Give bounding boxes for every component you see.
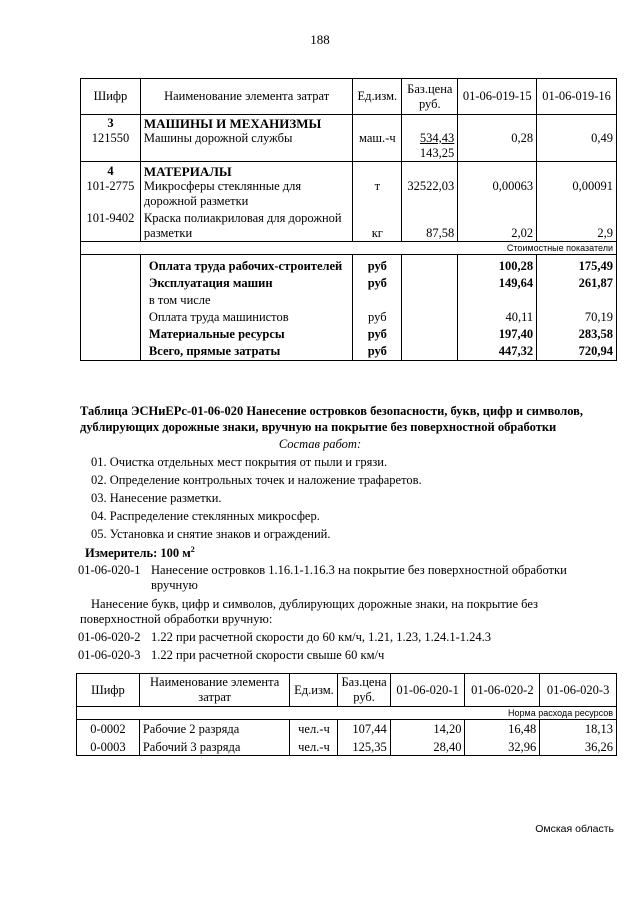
row-code: 0-0002: [90, 722, 126, 736]
row-value-1: 0,28: [458, 115, 537, 162]
row-unit: т: [374, 179, 381, 193]
summary-value-2: 720,94: [578, 344, 613, 358]
row-price: 87,58: [426, 226, 455, 240]
table-row: [81, 115, 617, 162]
summary-unit: руб: [367, 276, 387, 290]
work-step: 03. Нанесение разметки.: [91, 491, 222, 505]
row-code: 101-9402: [86, 211, 135, 225]
header-unit: Ед.изм.: [353, 79, 402, 115]
header-col-3: 01-06-020-3: [540, 674, 617, 707]
header-price: Баз.цена: [341, 675, 387, 689]
row-value-2: 0,00091: [572, 179, 613, 193]
table-title-line-2: дублирующих дорожные знаки, вручную на покрытие без поверхностной обработки: [80, 420, 557, 434]
row-price: 107,44: [352, 722, 387, 736]
summary-value-1: 149,64: [498, 276, 534, 290]
item-code: 01-06-020-1: [78, 563, 141, 577]
item-text: Нанесение островков 1.16.1-1.16.3 на покрытие без поверхностной обработки: [151, 563, 567, 577]
header-code: Шифр: [81, 79, 141, 115]
summary-unit: руб: [368, 310, 387, 324]
header-col-1: 01-06-019-15: [458, 79, 537, 115]
summary-label: Эксплуатация машин: [148, 276, 273, 290]
summary-value-1: 100,28: [498, 259, 534, 273]
summary-label: в том числе: [148, 293, 211, 307]
row-name: Рабочий 3 разряда: [142, 740, 241, 754]
header-name: Наименование элемента затрат: [140, 79, 352, 115]
header-col-2: 01-06-019-16: [537, 79, 617, 115]
summary-value-1: [461, 292, 533, 309]
summary-block: [81, 255, 617, 361]
row-value-2: 2,9: [597, 226, 613, 240]
item-code: 01-06-020-3: [78, 648, 141, 662]
row-code: 0-0003: [90, 740, 126, 754]
table-row: [81, 162, 617, 242]
row-unit: чел.-ч: [298, 722, 330, 736]
row-name: Микросферы стеклянные для: [143, 179, 302, 193]
header-unit: Ед.изм.: [290, 674, 338, 707]
cost-indicators-label: Стоимостные показатели: [81, 242, 617, 255]
row-name: Машины дорожной службы: [143, 131, 293, 145]
row-name: Рабочие 2 разряда: [142, 722, 240, 736]
header-col-1: 01-06-020-1: [390, 674, 465, 707]
resource-table-2: [76, 673, 617, 756]
work-step: 05. Установка и снятие знаков и ограждений.: [91, 527, 331, 541]
summary-value-2: 261,87: [578, 276, 613, 290]
row-value-3: 36,26: [584, 740, 613, 754]
paragraph: Нанесение букв, цифр и символов, дублирующих дорожные знаки, на покрытие без: [91, 597, 538, 611]
composition-heading: Состав работ:: [278, 437, 362, 451]
section-number: 4: [107, 164, 114, 178]
row-name: Краска полиакриловая для дорожной: [143, 211, 342, 225]
item-text: 1.22 при расчетной скорости свыше 60 км/ч: [151, 648, 385, 662]
work-step: 02. Определение контрольных точек и наложение трафаретов.: [91, 473, 422, 487]
row-unit: маш.-ч: [353, 115, 402, 162]
summary-label: Всего, прямые затраты: [148, 344, 281, 358]
summary-unit: руб: [367, 327, 387, 341]
summary-value-2: 283,58: [578, 327, 613, 341]
row-value-2: 32,96: [508, 740, 537, 754]
summary-value-1: 197,40: [498, 327, 534, 341]
row-value-3: 18,13: [584, 722, 613, 736]
row-value-1: 0,00063: [492, 179, 534, 193]
summary-unit: [356, 292, 398, 309]
paragraph-cont: поверхностной обработки вручную:: [80, 612, 273, 626]
summary-label: Оплата труда машинистов: [148, 310, 289, 324]
table-row: [77, 720, 617, 756]
row-value-2: 16,48: [508, 722, 537, 736]
summary-value-2: 70,19: [584, 310, 613, 324]
row-value-1: 28,40: [433, 740, 462, 754]
norm-label: Норма расхода ресурсов: [77, 707, 617, 720]
header-col-2: 01-06-020-2: [465, 674, 540, 707]
summary-value-1: 447,32: [498, 344, 534, 358]
item-text: 1.22 при расчетной скорости до 60 км/ч, 1.21, 1.23, 1.24.1-1.24.3: [151, 630, 492, 644]
item-text-cont: вручную: [151, 578, 198, 592]
header-name: Наименование элемента: [150, 675, 280, 689]
summary-value-1: 40,11: [505, 310, 534, 324]
row-code: 101-2775: [86, 179, 135, 193]
work-step: 01. Очистка отдельных мест покрытия от пыли и грязи.: [91, 455, 388, 469]
row-price: 32522,03: [407, 179, 455, 193]
footer-region: Омская область: [535, 823, 614, 835]
summary-label: Материальные ресурсы: [148, 327, 285, 341]
section-title: МАШИНЫ И МЕХАНИЗМЫ: [143, 116, 322, 131]
row-price-secondary: 143,25: [419, 146, 455, 160]
summary-unit: руб: [367, 344, 387, 358]
summary-value-2: 175,49: [578, 259, 613, 273]
header-price: Баз.цена руб.: [402, 79, 458, 115]
summary-label: Оплата труда рабочих-строителей: [148, 259, 343, 273]
section-number: 3: [107, 116, 114, 130]
resource-table-1: [80, 78, 617, 361]
row-value-2: 0,49: [537, 115, 617, 162]
row-price: 125,35: [352, 740, 387, 754]
work-step: 04. Распределение стеклянных микросфер.: [91, 509, 320, 523]
row-unit: чел.-ч: [298, 740, 330, 754]
row-code: 121550: [91, 131, 130, 145]
measure-unit: Измеритель: 100 $м^2$: [85, 545, 195, 561]
row-name-cont: дорожной разметки: [143, 194, 249, 208]
table-title-line-1: Таблица ЭСНиЕРс-01-06-020 Нанесение островков безопасности, букв, цифр и символов,: [80, 404, 584, 418]
row-name-cont: разметки: [143, 226, 193, 240]
header-price-cont: руб.: [353, 690, 375, 704]
summary-unit: руб: [367, 259, 387, 273]
header-code: Шифр: [77, 674, 140, 707]
row-unit: кг: [371, 226, 383, 240]
row-price: 534,43: [419, 131, 455, 145]
item-code: 01-06-020-2: [78, 630, 141, 644]
summary-value-2: [540, 292, 613, 309]
page-number: 188: [310, 32, 330, 47]
section-title: МАТЕРИАЛЫ: [143, 164, 232, 179]
row-value-1: 14,20: [433, 722, 462, 736]
header-name-cont: затрат: [198, 690, 232, 704]
row-value-1: 2,02: [511, 226, 534, 240]
